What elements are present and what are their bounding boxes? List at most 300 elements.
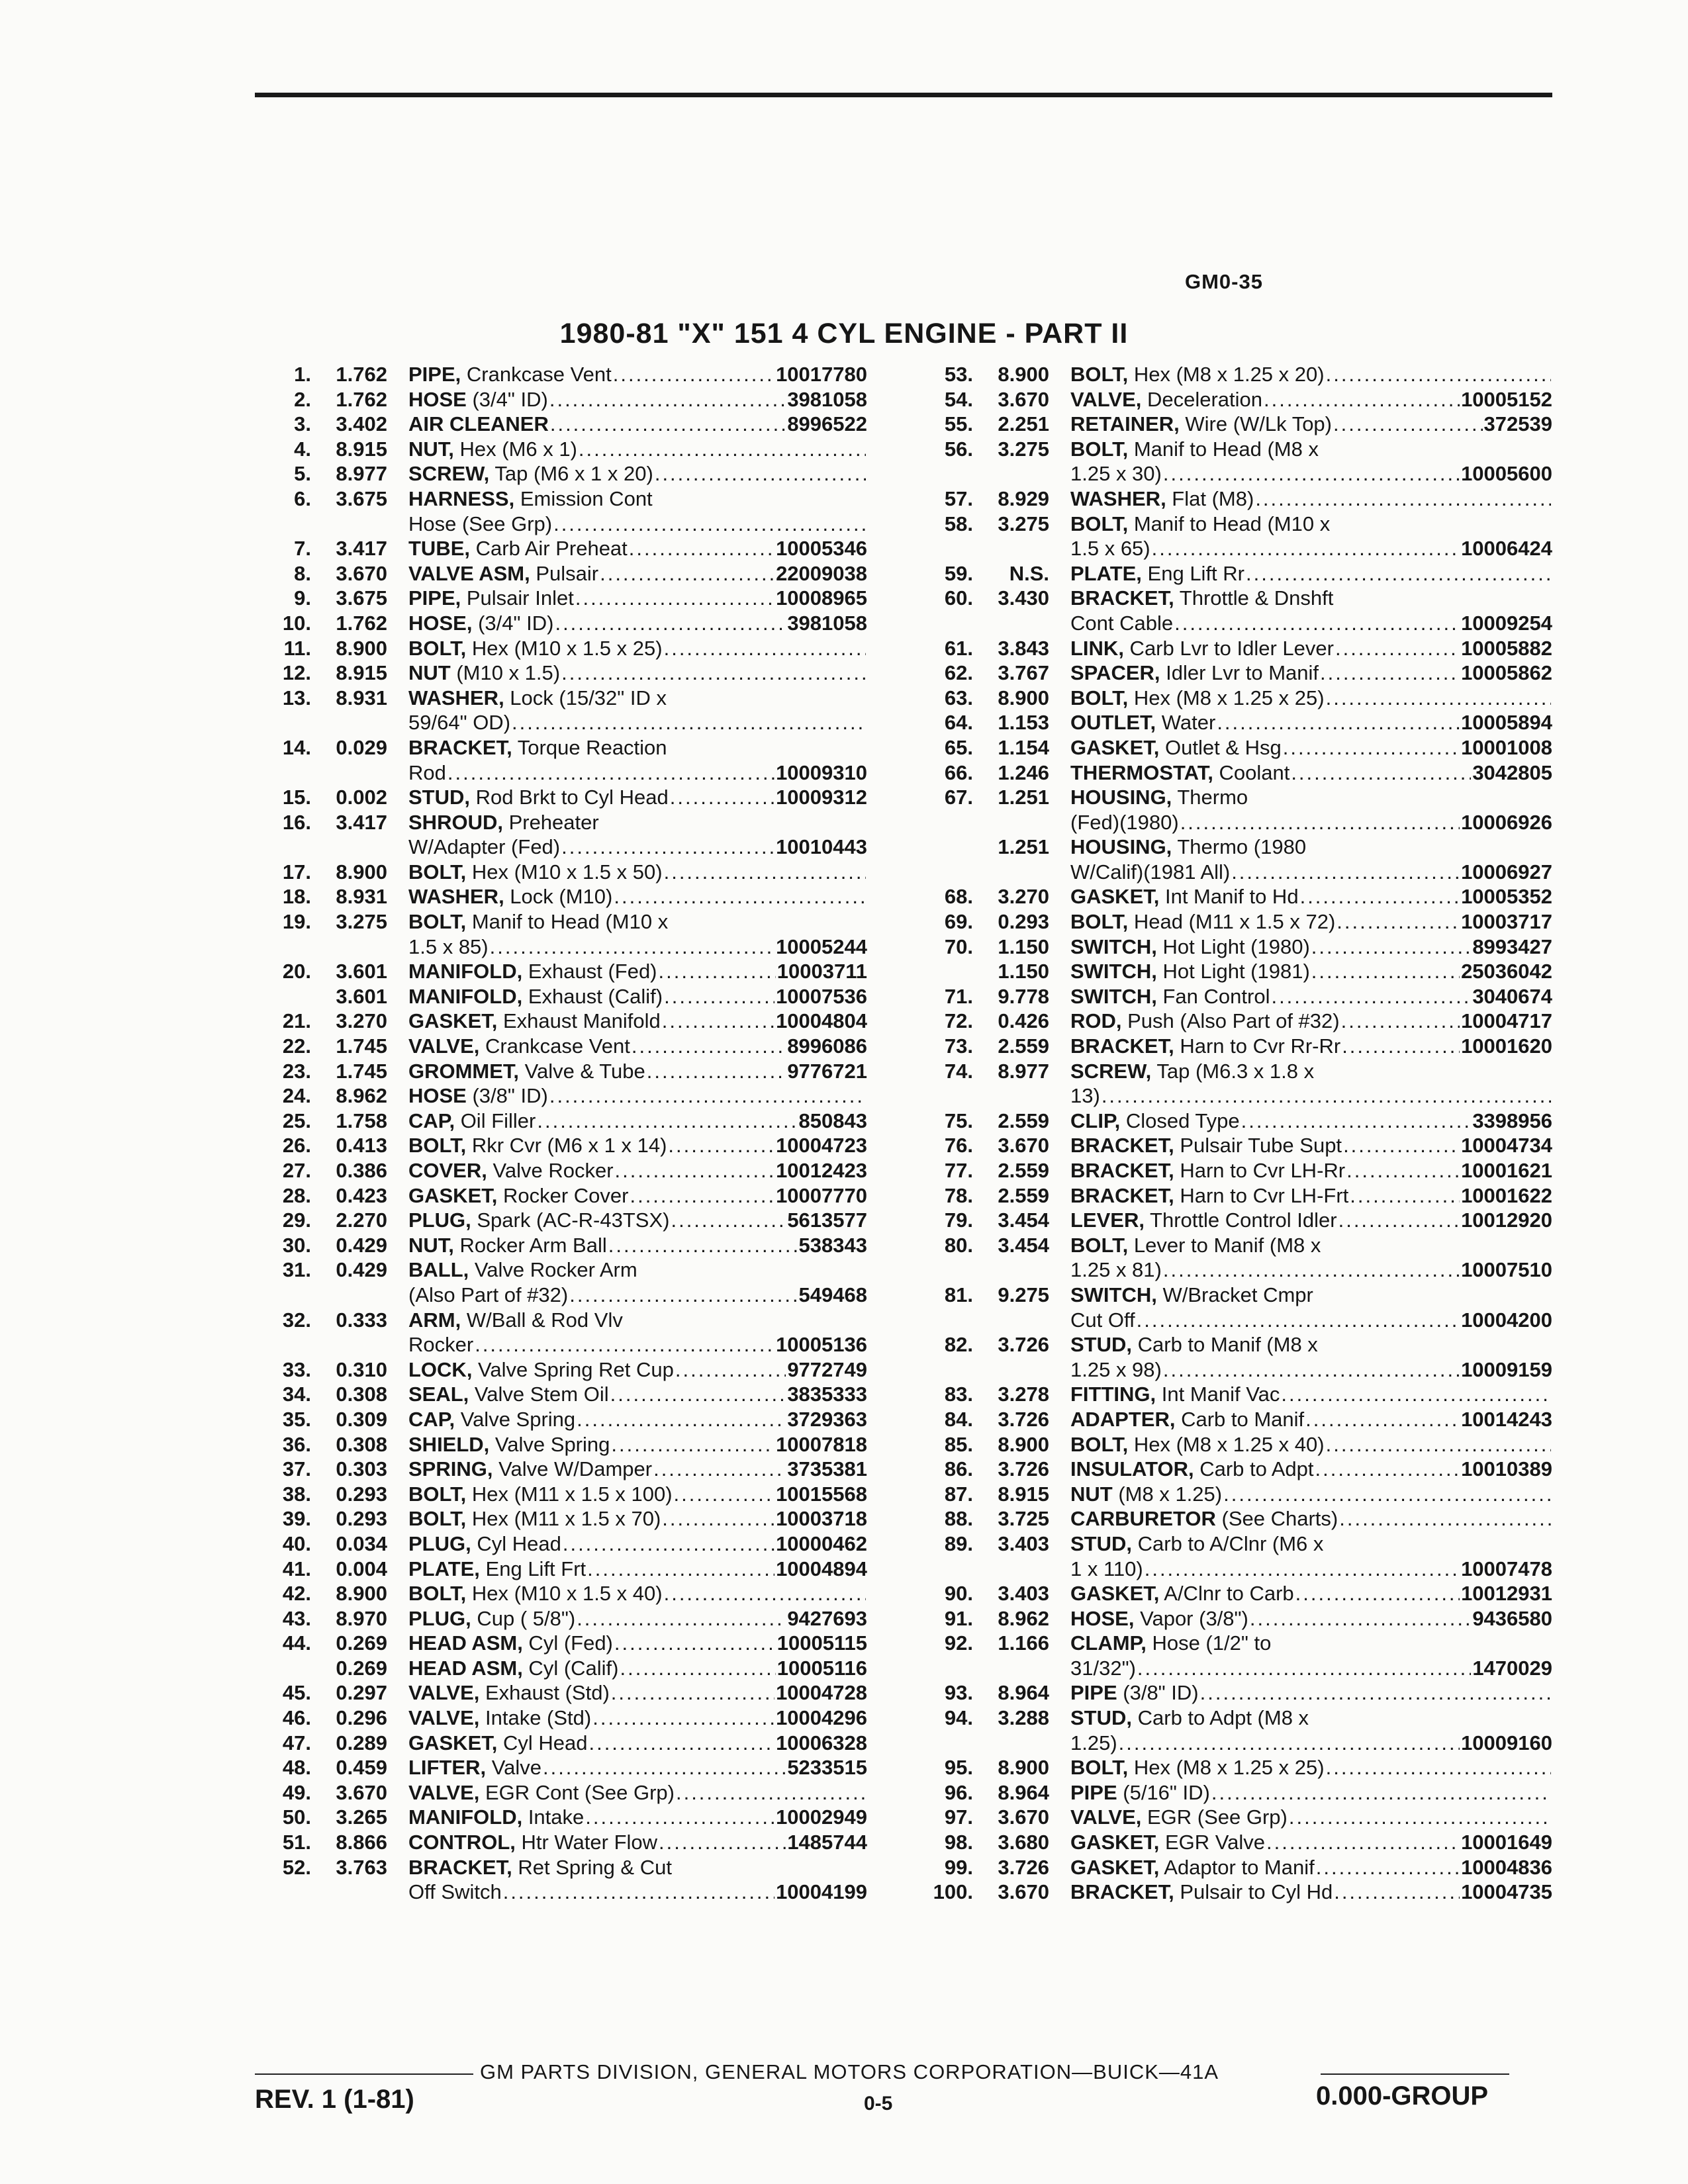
part-entry	[252, 1432, 867, 1457]
part-number: 1485744	[787, 1831, 867, 1854]
description-line	[408, 1880, 867, 1905]
part-name: MANIFOLD,	[408, 1805, 523, 1829]
part-entry	[252, 437, 867, 462]
description-line	[408, 686, 867, 711]
part-entry	[252, 1059, 867, 1084]
group-number: 3.601	[336, 984, 387, 1008]
description-line	[1070, 1830, 1552, 1855]
description-line	[1070, 686, 1552, 711]
description-text	[408, 486, 653, 512]
part-name: VALVE,	[408, 1034, 480, 1058]
part-entry	[252, 1407, 867, 1432]
part-detail: Hot Light (1981)	[1156, 960, 1310, 983]
item-number: 98.	[944, 1831, 973, 1854]
description-line	[1070, 1780, 1552, 1805]
part-entry	[252, 735, 867, 785]
item-number: 25.	[282, 1109, 311, 1132]
item-number: 26.	[282, 1134, 311, 1158]
group-number: 2.559	[998, 1183, 1049, 1207]
item-number: 56.	[944, 437, 973, 461]
description-line	[1070, 1755, 1552, 1780]
item-number: 36.	[282, 1432, 311, 1456]
part-number: 10003717	[1461, 910, 1552, 934]
group-number: 0.269	[336, 1656, 387, 1680]
item-number: 38.	[282, 1482, 311, 1506]
leader-dots	[512, 710, 866, 735]
part-number: 5613577	[787, 1208, 867, 1232]
leader-dots	[653, 1457, 786, 1482]
part-entry	[914, 1706, 1552, 1755]
group-number: 8.962	[998, 1606, 1049, 1630]
group-number: 3.275	[998, 437, 1049, 461]
description-text	[408, 1059, 645, 1084]
description-text	[408, 1308, 623, 1333]
group-number: 0.426	[998, 1009, 1049, 1033]
group-number: 2.559	[998, 1159, 1049, 1182]
group-number: 1.166	[998, 1631, 1049, 1655]
part-name: ADAPTER,	[1070, 1407, 1176, 1431]
item-number: 82.	[944, 1333, 973, 1357]
group-number: 0.002	[336, 786, 387, 809]
leader-dots	[664, 636, 866, 661]
description-text	[1070, 835, 1306, 860]
part-entry	[914, 561, 1552, 586]
part-description	[408, 1432, 867, 1457]
part-detail: Valve	[486, 1756, 541, 1780]
part-entry	[914, 1233, 1552, 1283]
part-name: SWITCH,	[1070, 1283, 1157, 1306]
description-text	[1070, 1233, 1321, 1258]
part-entry	[914, 1283, 1552, 1332]
part-number: 10001008	[1461, 735, 1552, 759]
part-description	[408, 586, 867, 611]
part-number: 10010443	[776, 835, 867, 859]
item-number: 12.	[282, 661, 311, 685]
part-detail: Throttle & Dnshft	[1174, 586, 1334, 610]
part-name: GASKET,	[1070, 1582, 1160, 1606]
description-text	[1070, 512, 1330, 537]
description-line	[1070, 1083, 1552, 1109]
part-detail: Wire (W/Lk Top)	[1179, 412, 1332, 436]
part-number: 10005115	[776, 1631, 867, 1655]
description-line	[408, 909, 867, 934]
part-number: 8996086	[787, 1034, 867, 1058]
description-line	[408, 1805, 867, 1830]
part-entry	[252, 536, 867, 561]
item-number: 42.	[282, 1582, 311, 1606]
part-entry	[252, 1656, 867, 1681]
part-entry	[252, 586, 867, 611]
description-text	[1070, 586, 1333, 611]
part-name: BOLT,	[408, 1482, 467, 1506]
description-text	[408, 1332, 473, 1357]
part-name: FITTING,	[1070, 1383, 1156, 1406]
leader-dots	[1152, 536, 1460, 561]
part-name: GASKET,	[1070, 735, 1160, 759]
part-description	[1070, 412, 1552, 437]
part-detail: (3/4" ID)	[466, 387, 548, 411]
item-number: 37.	[282, 1457, 311, 1481]
description-line	[408, 1083, 867, 1109]
group-number: 0.289	[336, 1731, 387, 1754]
part-name: HOUSING,	[1070, 786, 1172, 809]
part-description	[408, 785, 867, 810]
leader-dots	[1305, 1407, 1460, 1432]
description-line	[1070, 1332, 1552, 1357]
description-text	[1070, 1680, 1199, 1706]
item-number: 90.	[944, 1582, 973, 1606]
group-number: 1.251	[998, 786, 1049, 809]
part-description	[408, 1780, 867, 1805]
description-line	[408, 611, 867, 636]
item-number: 64.	[944, 711, 973, 735]
part-entry	[914, 1780, 1552, 1805]
description-text	[1070, 1531, 1323, 1557]
description-line	[408, 636, 867, 661]
part-name: WASHER,	[408, 686, 504, 709]
description-text	[1070, 1432, 1325, 1457]
part-description	[408, 1233, 867, 1258]
description-line	[1070, 1805, 1552, 1830]
item-number: 44.	[282, 1631, 311, 1655]
leader-dots	[550, 412, 786, 437]
item-number: 100.	[933, 1880, 973, 1904]
part-detail: A/Clnr to Carb	[1159, 1582, 1294, 1606]
part-entry	[914, 884, 1552, 909]
part-name: PLATE,	[1070, 561, 1142, 585]
part-number: 10003711	[776, 960, 867, 983]
description-text	[408, 1283, 568, 1308]
part-name: HOSE,	[1070, 1606, 1135, 1630]
description-line	[1070, 1855, 1552, 1880]
leader-dots	[555, 611, 786, 636]
group-number: 3.670	[998, 1805, 1049, 1829]
part-description	[408, 686, 867, 735]
part-entry	[252, 1109, 867, 1134]
part-detail: Valve & Tube	[519, 1059, 645, 1083]
leader-dots	[1300, 884, 1460, 909]
group-number: 3.670	[998, 1880, 1049, 1904]
part-number: 9427693	[787, 1606, 867, 1630]
description-line	[408, 1482, 867, 1507]
part-entry	[914, 1407, 1552, 1432]
part-entry	[252, 1382, 867, 1407]
description-text	[408, 1233, 607, 1258]
description-text	[408, 1407, 575, 1432]
leader-dots	[629, 536, 774, 561]
leader-dots	[1163, 1357, 1460, 1383]
description-text	[1070, 1109, 1240, 1134]
item-number: 49.	[282, 1780, 311, 1804]
leader-dots	[1217, 710, 1460, 735]
part-description	[408, 1755, 867, 1780]
group-number: 8.964	[998, 1681, 1049, 1705]
description-line	[408, 1208, 867, 1233]
item-number: 96.	[944, 1780, 973, 1804]
description-text	[1070, 1780, 1210, 1805]
description-text	[408, 884, 612, 909]
part-description	[1070, 959, 1552, 984]
part-description	[1070, 437, 1552, 486]
description-line	[1070, 1158, 1552, 1183]
part-name: HOSE	[408, 387, 467, 411]
part-entry	[914, 586, 1552, 635]
description-line	[408, 1283, 867, 1308]
item-number: 84.	[944, 1407, 973, 1431]
description-line	[408, 1531, 867, 1557]
part-detail: Ret Spring & Cut	[512, 1855, 672, 1879]
part-description	[1070, 1208, 1552, 1233]
part-description	[408, 984, 867, 1009]
part-entry	[252, 1009, 867, 1034]
leader-dots	[1343, 1133, 1460, 1158]
group-number: 0.459	[336, 1756, 387, 1780]
part-entry	[914, 1880, 1552, 1905]
part-detail: Exhaust (Fed)	[522, 960, 657, 983]
part-entry	[914, 512, 1552, 561]
part-number: 10009160	[1461, 1731, 1552, 1754]
leader-dots	[620, 1656, 775, 1681]
part-detail: Pulsair	[530, 561, 599, 585]
part-description	[408, 1109, 867, 1134]
part-name: BRACKET,	[408, 1855, 512, 1879]
part-entry	[914, 362, 1552, 387]
part-description	[408, 909, 867, 959]
part-name: SPRING,	[408, 1457, 493, 1481]
description-text	[1070, 437, 1319, 462]
part-detail: Pulsair Inlet	[461, 586, 574, 610]
description-line	[1070, 934, 1552, 960]
item-number: 55.	[944, 412, 973, 436]
group-number: 8.970	[336, 1606, 387, 1630]
leader-dots	[675, 1357, 786, 1383]
part-name: CAP,	[408, 1407, 455, 1431]
part-number: 10005882	[1461, 636, 1552, 660]
part-entry	[914, 1059, 1552, 1109]
part-entry	[252, 1531, 867, 1557]
part-detail: 31/32")	[1070, 1656, 1136, 1680]
description-line	[1070, 1631, 1552, 1656]
item-number: 62.	[944, 661, 973, 685]
item-number: 43.	[282, 1606, 311, 1630]
part-name: GASKET,	[1070, 1855, 1160, 1879]
item-number: 66.	[944, 760, 973, 784]
part-number: 10001621	[1461, 1159, 1552, 1182]
part-entry	[252, 884, 867, 909]
leader-dots	[1341, 1009, 1460, 1034]
description-line	[1070, 1506, 1552, 1531]
item-number: 10.	[282, 611, 311, 635]
part-number: 10004200	[1461, 1308, 1552, 1332]
part-entry	[914, 660, 1552, 686]
description-line	[408, 1557, 867, 1582]
description-text	[1070, 1731, 1117, 1756]
part-entry	[252, 1158, 867, 1183]
description-text	[408, 1780, 675, 1805]
description-line	[1070, 1457, 1552, 1482]
part-description	[408, 735, 867, 785]
item-number: 30.	[282, 1233, 311, 1257]
description-text	[1070, 1283, 1313, 1308]
leader-dots	[543, 1755, 786, 1780]
part-entry	[914, 1631, 1552, 1680]
part-entry	[914, 735, 1552, 760]
item-number: 73.	[944, 1034, 973, 1058]
leader-dots	[1271, 984, 1471, 1009]
description-line	[1070, 810, 1552, 835]
part-detail: Manif to Head (M10 x	[1128, 512, 1331, 535]
description-text	[408, 1706, 591, 1731]
leader-dots	[585, 1805, 774, 1830]
part-description	[1070, 1680, 1552, 1706]
item-number: 92.	[944, 1631, 973, 1655]
group-number: N.S.	[1009, 561, 1049, 585]
leader-dots	[1137, 1308, 1460, 1333]
item-number: 53.	[944, 363, 973, 386]
leader-dots	[1326, 686, 1551, 711]
part-name: CARBURETOR	[1070, 1507, 1216, 1531]
part-detail: Valve Spring Ret Cup	[472, 1357, 674, 1381]
description-text	[1070, 362, 1325, 387]
part-name: GASKET,	[1070, 1831, 1160, 1854]
part-number: 10003718	[776, 1507, 867, 1531]
part-description	[1070, 1755, 1552, 1780]
group-number: 3.275	[998, 512, 1049, 535]
part-name: VALVE,	[408, 1681, 480, 1705]
description-line	[1070, 1009, 1552, 1034]
description-line	[408, 860, 867, 885]
item-number: 52.	[282, 1855, 311, 1879]
group-number: 9.778	[998, 984, 1049, 1008]
part-entry	[914, 835, 1552, 884]
part-description	[1070, 1830, 1552, 1855]
part-detail: W/Calif)(1981 All)	[1070, 860, 1231, 884]
part-description	[408, 1706, 867, 1731]
part-entry	[252, 1581, 867, 1606]
part-detail: Crankcase Vent	[461, 363, 612, 386]
part-name: BALL,	[408, 1258, 469, 1282]
part-description	[408, 387, 867, 412]
description-text	[1070, 1506, 1338, 1531]
description-line	[1070, 636, 1552, 661]
part-detail: W/Adapter (Fed)	[408, 835, 561, 859]
leader-dots	[1326, 1755, 1551, 1780]
part-detail: Carb Air Preheat	[470, 537, 628, 561]
leader-dots	[614, 884, 866, 909]
part-name: BRACKET,	[408, 735, 512, 759]
description-text	[408, 1257, 637, 1283]
leader-dots	[670, 785, 774, 810]
description-line	[1070, 387, 1552, 412]
part-detail: Hex (M8 x 1.25 x 40)	[1128, 1432, 1325, 1456]
description-line	[408, 461, 867, 486]
part-name: GASKET,	[1070, 885, 1160, 909]
leader-dots	[674, 1482, 775, 1507]
part-name: COVER,	[408, 1159, 487, 1182]
part-description	[408, 1357, 867, 1383]
part-entry	[252, 1680, 867, 1706]
description-text	[1070, 1059, 1314, 1084]
group-number: 1.758	[336, 1109, 387, 1132]
description-text	[408, 934, 489, 960]
item-number: 74.	[944, 1059, 973, 1083]
description-line	[1070, 1133, 1552, 1158]
group-number: 3.670	[998, 1134, 1049, 1158]
part-number: 10012920	[1461, 1208, 1552, 1232]
part-number: 10005600	[1461, 462, 1552, 486]
description-text	[1070, 686, 1325, 711]
item-number: 27.	[282, 1159, 311, 1182]
description-text	[1070, 710, 1215, 735]
part-name: MANIFOLD,	[408, 984, 523, 1008]
part-description	[1070, 1457, 1552, 1482]
group-number: 9.275	[998, 1283, 1049, 1306]
part-detail: Adaptor to Manif	[1159, 1855, 1315, 1879]
part-name: HARNESS,	[408, 486, 515, 510]
part-number: 10005244	[776, 934, 867, 958]
part-name: GASKET,	[408, 1183, 498, 1207]
part-name: BOLT,	[408, 1134, 467, 1158]
part-description	[408, 1557, 867, 1582]
part-name: SHIELD,	[408, 1432, 490, 1456]
group-number: 1.154	[998, 735, 1049, 759]
part-number: 9776721	[787, 1059, 867, 1083]
leader-dots	[447, 760, 774, 786]
part-number: 10005116	[776, 1656, 867, 1680]
part-name: LINK,	[1070, 636, 1124, 660]
part-name: SCREW,	[408, 462, 490, 486]
description-line	[1070, 561, 1552, 586]
part-description	[1070, 1233, 1552, 1283]
item-number: 47.	[282, 1731, 311, 1754]
item-number: 4.	[294, 437, 311, 461]
part-number: 10004199	[776, 1880, 867, 1904]
part-name: BOLT,	[1070, 1756, 1129, 1780]
part-number: 10006328	[776, 1731, 867, 1754]
description-line	[408, 835, 867, 860]
part-number: 10006926	[1461, 810, 1552, 834]
part-entry	[252, 1233, 867, 1258]
item-number: 32.	[282, 1308, 311, 1332]
description-text	[1070, 1656, 1136, 1681]
part-name: PLUG,	[408, 1606, 471, 1630]
item-number: 59.	[944, 561, 973, 585]
part-entry	[914, 1332, 1552, 1382]
part-entry	[252, 1482, 867, 1507]
part-detail: 1.25 x 30)	[1070, 462, 1162, 486]
part-detail: Hex (M10 x 1.5 x 40)	[466, 1582, 663, 1606]
item-number: 29.	[282, 1208, 311, 1232]
leader-dots	[1163, 1257, 1460, 1283]
part-name: NUT	[408, 661, 451, 685]
part-description	[408, 412, 867, 437]
part-detail: Rod Brkt to Cyl Head	[470, 786, 669, 809]
description-text	[408, 1880, 502, 1905]
leader-dots	[1315, 1457, 1460, 1482]
description-line	[1070, 785, 1552, 810]
group-number: 3.270	[336, 1009, 387, 1033]
part-detail: (See Charts)	[1215, 1507, 1338, 1531]
part-number: 8996522	[787, 412, 867, 436]
part-number: 10009310	[776, 760, 867, 784]
part-detail: Carb to Adpt	[1194, 1457, 1314, 1481]
group-number: 1.150	[998, 960, 1049, 983]
item-number: 67.	[944, 786, 973, 809]
part-name: BOLT,	[408, 1582, 467, 1606]
part-detail: Rkr Cvr (M6 x 1 x 14)	[466, 1134, 667, 1158]
leader-dots	[577, 1407, 786, 1432]
part-description	[1070, 1382, 1552, 1407]
